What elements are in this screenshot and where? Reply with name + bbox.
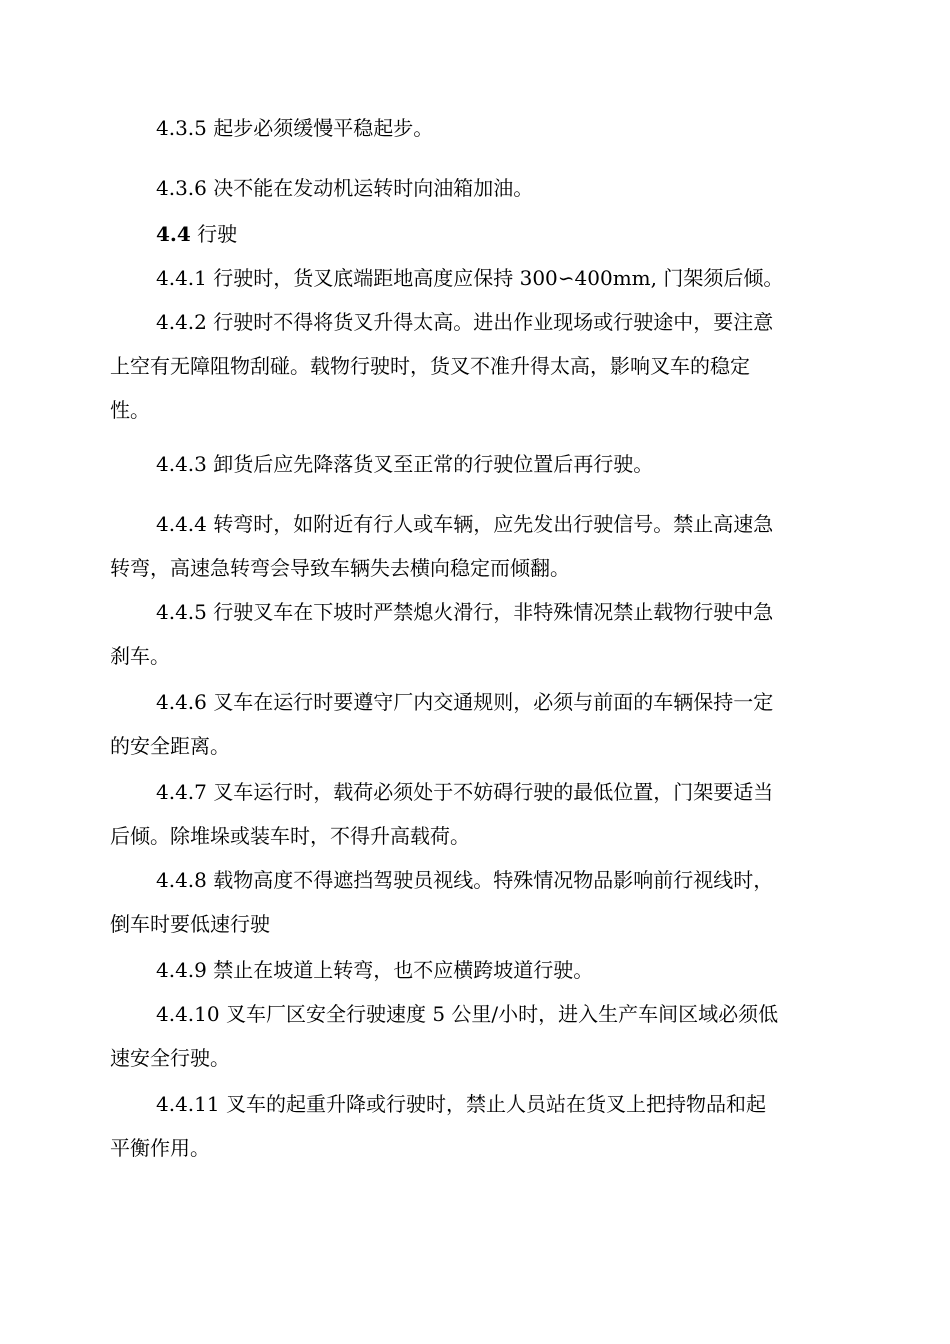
paragraph-line: 4.4.11 叉车的起重升降或行驶时，禁止人员站在货叉上把持物品和起 bbox=[156, 1092, 766, 1116]
section-heading-4-4 bbox=[110, 212, 840, 256]
paragraph-4-4-9 bbox=[110, 948, 840, 992]
paragraph-line: 4.4.3 卸货后应先降落货叉至正常的行驶位置后再行驶。 bbox=[156, 452, 654, 476]
paragraph-4-4-11 bbox=[110, 1082, 840, 1170]
paragraph-line: 上空有无障阻物刮碰。载物行驶时，货叉不准升得太高，影响叉车的稳定 bbox=[110, 354, 750, 378]
section-number: 4.4 bbox=[156, 222, 191, 246]
paragraph-line: 4.3.5 起步必须缓慢平稳起步。 bbox=[156, 116, 434, 140]
section-title: 行驶 bbox=[197, 222, 238, 246]
paragraph-line: 倒车时要低速行驶 bbox=[110, 912, 270, 936]
paragraph-4-4-2 bbox=[110, 300, 840, 432]
paragraph-4-4-1 bbox=[110, 256, 840, 300]
paragraph-line: 4.4.8 载物高度不得遮挡驾驶员视线。特殊情况物品影响前行视线时， bbox=[156, 868, 774, 892]
paragraph-4-4-10 bbox=[110, 992, 840, 1080]
paragraph-4-4-7 bbox=[110, 770, 840, 858]
paragraph-line: 4.4.7 叉车运行时，载荷必须处于不妨碍行驶的最低位置，门架要适当 bbox=[156, 780, 774, 804]
paragraph-4-4-5 bbox=[110, 590, 840, 678]
paragraph-line: 转弯，高速急转弯会导致车辆失去横向稳定而倾翻。 bbox=[110, 556, 570, 580]
paragraph-line: 4.4.1 行驶时，货叉底端距地高度应保持 300∽400mm, 门架须后倾。 bbox=[156, 266, 784, 290]
paragraph-line: 的安全距离。 bbox=[110, 734, 230, 758]
paragraph-line: 4.4.2 行驶时不得将货叉升得太高。进出作业现场或行驶途中，要注意 bbox=[156, 310, 774, 334]
paragraph-4-3-6 bbox=[110, 166, 840, 210]
paragraph-line: 4.3.6 决不能在发动机运转时向油箱加油。 bbox=[156, 176, 534, 200]
paragraph-line: 刹车。 bbox=[110, 644, 170, 668]
paragraph-4-4-3 bbox=[110, 442, 840, 486]
paragraph-line: 4.4.9 禁止在坡道上转弯，也不应横跨坡道行驶。 bbox=[156, 958, 594, 982]
paragraph-line: 4.4.5 行驶叉车在下坡时严禁熄火滑行，非特殊情况禁止载物行驶中急 bbox=[156, 600, 774, 624]
paragraph-line: 4.4.10 叉车厂区安全行驶速度 5 公里/小时，进入生产车间区域必须低 bbox=[156, 1002, 779, 1026]
paragraph-line: 速安全行驶。 bbox=[110, 1046, 230, 1070]
paragraph-line: 后倾。除堆垛或装车时，不得升高载荷。 bbox=[110, 824, 470, 848]
paragraph-line: 4.4.6 叉车在运行时要遵守厂内交通规则，必须与前面的车辆保持一定 bbox=[156, 690, 774, 714]
paragraph-4-3-5 bbox=[110, 106, 840, 150]
paragraph-4-4-8 bbox=[110, 858, 840, 946]
paragraph-line: 4.4.4 转弯时，如附近有行人或车辆，应先发出行驶信号。禁止高速急 bbox=[156, 512, 774, 536]
paragraph-line: 性。 bbox=[110, 398, 150, 422]
paragraph-line: 平衡作用。 bbox=[110, 1136, 210, 1160]
paragraph-4-4-6 bbox=[110, 680, 840, 768]
paragraph-4-4-4 bbox=[110, 502, 840, 590]
